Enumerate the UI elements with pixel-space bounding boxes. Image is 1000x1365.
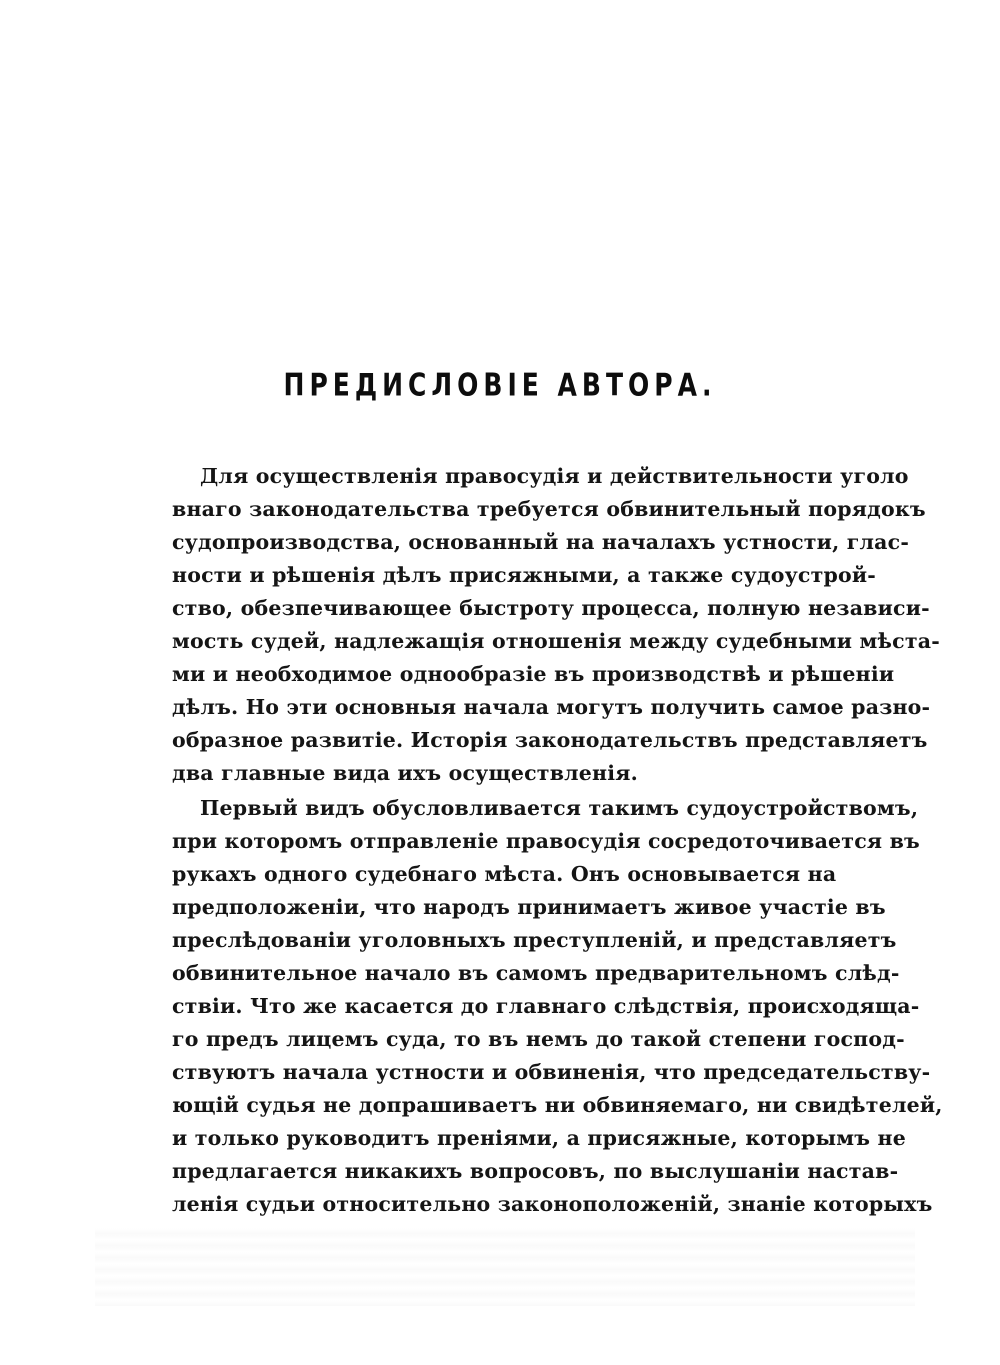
text-line: рукахъ одного судебнаго мѣста. Онъ основывается на bbox=[172, 862, 837, 886]
text-line: мость судей, надлежащія отношенія между судебными мѣста- bbox=[172, 629, 940, 653]
text-line: обвинительное начало въ самомъ предварительномъ слѣд- bbox=[172, 961, 900, 985]
text-line: Первый видъ обусловливается такимъ судоустройствомъ, bbox=[200, 796, 919, 820]
text-line: ющій судья не допрашиваетъ ни обвиняемаго, ни свидѣтелей, bbox=[172, 1093, 943, 1117]
text-line: внаго законодательства требуется обвинительный порядокъ bbox=[172, 497, 926, 521]
text-line: ленія судьи относительно законоположеній, знаніе которыхъ bbox=[172, 1192, 933, 1216]
chapter-title: ПРЕДИСЛОВІЕ АВТОРА. bbox=[283, 366, 717, 403]
paragraph-1 bbox=[172, 460, 940, 790]
paragraph-2 bbox=[172, 792, 943, 1221]
text-line: образное развитіе. Исторія законодательствъ представляетъ bbox=[172, 728, 928, 752]
text-line: го предъ лицемъ суда, то въ немъ до такой степени господ- bbox=[172, 1027, 905, 1051]
text-line: и только руководитъ преніями, а присяжные, которымъ не bbox=[172, 1126, 907, 1150]
text-line: ствіи. Что же касается до главнаго слѣдствія, происходяща- bbox=[172, 994, 920, 1018]
text-line: ствуютъ начала устности и обвиненія, что председательству- bbox=[172, 1060, 931, 1084]
text-line: два главные вида ихъ осуществленія. bbox=[172, 761, 638, 785]
scan-bleed-through bbox=[95, 1228, 915, 1306]
text-line: ми и необходимое однообразіе въ производствѣ и рѣшеніи bbox=[172, 662, 895, 686]
text-line: Для осуществленія правосудія и действительности уголо bbox=[200, 464, 909, 488]
text-line: дѣлъ. Но эти основныя начала могутъ получить самое разно- bbox=[172, 695, 931, 719]
body-text bbox=[172, 460, 943, 1221]
text-line: ство, обезпечивающее быстроту процесса, полную независи- bbox=[172, 596, 930, 620]
text-line: преслѣдованіи уголовныхъ преступленій, и представляетъ bbox=[172, 928, 897, 952]
text-line: судопроизводства, основанный на началахъ устности, глас- bbox=[172, 530, 910, 554]
text-line: предположеніи, что народъ принимаетъ живое участіе въ bbox=[172, 895, 886, 919]
text-line: предлагается никакихъ вопросовъ, по выслушаніи настав- bbox=[172, 1159, 899, 1183]
text-line: ности и рѣшенія дѣлъ присяжными, а также судоустрой- bbox=[172, 563, 877, 587]
text-line: при которомъ отправленіе правосудія сосредоточивается въ bbox=[172, 829, 920, 853]
